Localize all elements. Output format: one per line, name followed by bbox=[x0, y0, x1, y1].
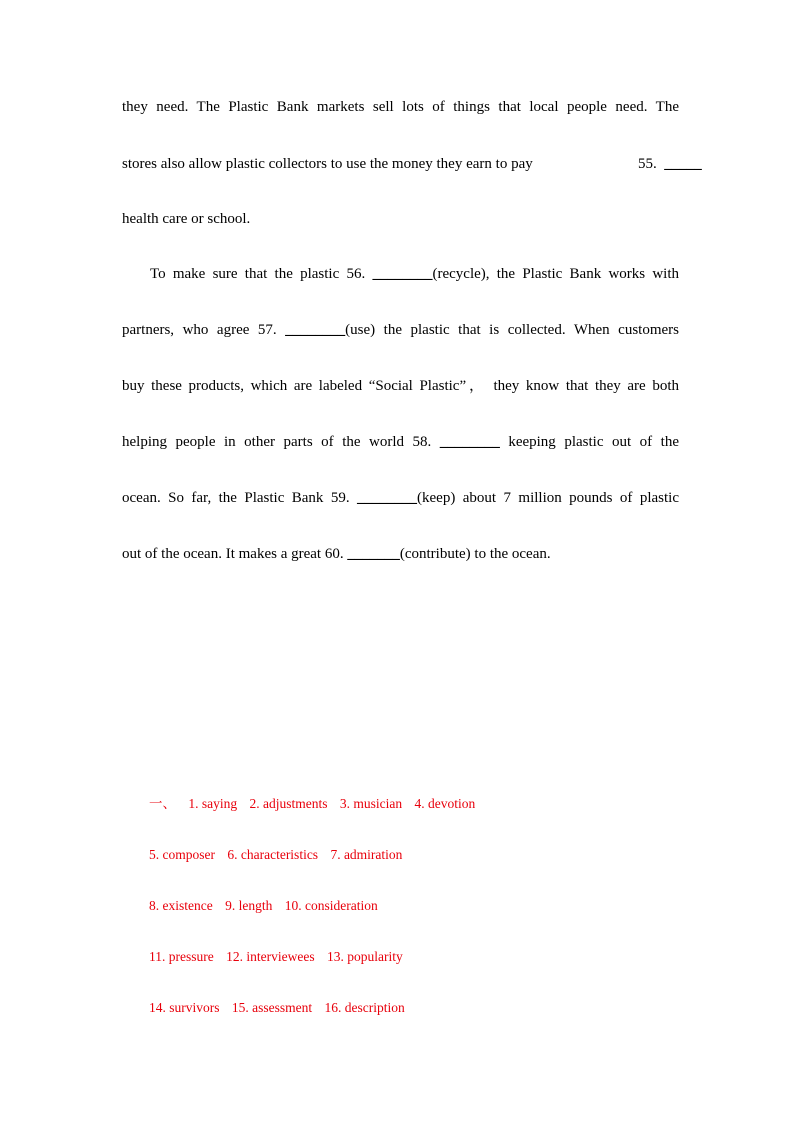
answer-row-3 bbox=[149, 897, 378, 915]
question-60-blank: _______ bbox=[347, 546, 400, 562]
answer-item: 2. adjustments bbox=[249, 796, 328, 811]
answer-item: 16. description bbox=[324, 1000, 405, 1015]
passage-line-6: buy these products, which are labeled “Social Plastic”， they know that they are both bbox=[122, 378, 679, 394]
passage-line-4-end: (recycle), the Plastic Bank works with bbox=[432, 266, 680, 282]
answer-item: 6. characteristics bbox=[227, 847, 319, 862]
answer-item: 5. composer bbox=[149, 847, 215, 862]
passage-line-9 bbox=[122, 544, 679, 564]
question-55 bbox=[638, 154, 702, 174]
answer-section-mark: 一、 bbox=[149, 796, 176, 811]
answer-item: 7. admiration bbox=[330, 847, 403, 862]
passage-line-9-start: out of the ocean. It makes a great 60. bbox=[122, 546, 344, 562]
passage-line-8 bbox=[122, 488, 679, 508]
answer-item: 1. saying bbox=[188, 796, 238, 811]
passage-line-7-start: helping people in other parts of the world 58. bbox=[122, 434, 432, 450]
passage-line-7-end: keeping plastic out of the bbox=[508, 434, 680, 450]
passage-line-5-start: partners, who agree 57. bbox=[122, 322, 277, 338]
question-57-blank: ________ bbox=[285, 322, 346, 338]
answer-item: 9. length bbox=[225, 898, 273, 913]
answer-item: 14. survivors bbox=[149, 1000, 220, 1015]
answer-row-4 bbox=[149, 948, 403, 966]
passage-line-4 bbox=[150, 264, 679, 284]
question-59-blank: ________ bbox=[357, 490, 418, 506]
passage-line-4-start: To make sure that the plastic 56. bbox=[150, 266, 366, 282]
passage-line-2: stores also allow plastic collectors to use the money they earn to pay bbox=[122, 156, 533, 172]
passage-line-8-start: ocean. So far, the Plastic Bank 59. bbox=[122, 490, 350, 506]
answer-item: 15. assessment bbox=[231, 1000, 313, 1015]
question-58-blank: ________ bbox=[439, 434, 500, 450]
answer-item: 13. popularity bbox=[326, 949, 403, 964]
passage-line-8-end: (keep) about 7 million pounds of plastic bbox=[417, 490, 679, 506]
passage-line-9-end: (contribute) to the ocean. bbox=[399, 546, 551, 562]
answer-item: 4. devotion bbox=[414, 796, 476, 811]
answer-item: 11. pressure bbox=[149, 949, 214, 964]
passage-line-5-end: (use) the plastic that is collected. When customers bbox=[345, 322, 679, 338]
question-55-blank: _____ bbox=[664, 156, 702, 172]
question-55-number: 55. bbox=[638, 156, 657, 172]
answer-item: 10. consideration bbox=[284, 898, 378, 913]
answer-item: 12. interviewees bbox=[226, 949, 315, 964]
question-56-blank: ________ bbox=[372, 266, 433, 282]
answer-row-5 bbox=[149, 999, 405, 1017]
passage-line-3: health care or school. bbox=[122, 211, 251, 227]
answer-row-2 bbox=[149, 846, 402, 864]
answer-item: 3. musician bbox=[339, 796, 403, 811]
passage-line-7 bbox=[122, 432, 679, 452]
answer-row-1 bbox=[149, 795, 475, 813]
passage-line-1: they need. The Plastic Bank markets sell lots of things that local people need. The bbox=[122, 99, 679, 115]
answer-item: 8. existence bbox=[149, 898, 213, 913]
passage-line-5 bbox=[122, 320, 679, 340]
